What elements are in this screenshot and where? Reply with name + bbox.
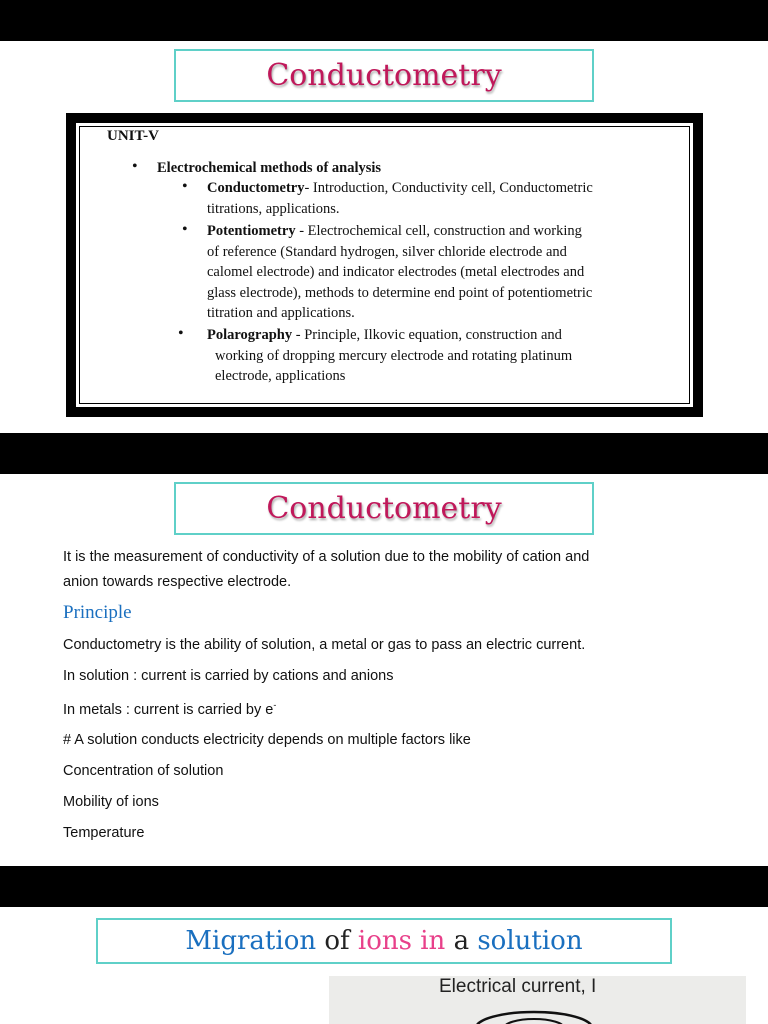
bullet-icon: • [182, 221, 188, 238]
intro-line-2: anion towards respective electrode. [63, 574, 292, 590]
bullet-icon: • [132, 158, 138, 175]
principle-line-2: In solution : current is carried by cations and anions [63, 668, 394, 684]
syllabus-heading: Electrochemical methods of analysis [157, 160, 382, 176]
principle-line-3 [63, 700, 276, 718]
item-line: titrations, applications. [207, 200, 340, 217]
item-line: working of dropping mercury electrode and rotating platinum [215, 347, 573, 364]
unit-heading: UNIT-V [107, 128, 159, 144]
bullet-icon: • [178, 325, 184, 342]
item-line: - Electrochemical cell, construction and working [295, 223, 582, 239]
item-line: calomel electrode) and indicator electrodes (metal electrodes and [207, 264, 585, 280]
electron-superscript: - [273, 700, 277, 710]
slide-separator-top [0, 0, 768, 41]
slide3-title [185, 926, 582, 956]
item-line: electrode, applications [215, 368, 346, 384]
item-bold-label: Potentiometry [207, 223, 296, 239]
intro-line-1: It is the measurement of conductivity of a solution due to the mobility of cation and [63, 549, 590, 565]
item-line: - Principle, Ilkovic equation, construction and [292, 327, 562, 343]
title-part: a [445, 926, 478, 956]
item-bold-label: Polarography [207, 327, 293, 343]
principle-line-3-text: In metals : current is carried by e [63, 701, 274, 718]
principle-heading: Principle [63, 602, 132, 623]
slide-separator-2 [0, 866, 768, 907]
title-part: Migration [185, 926, 317, 956]
electrical-current-label: Electrical current, I [439, 976, 597, 997]
item-line: titration and applications. [207, 305, 355, 321]
slide3-title-box [96, 918, 672, 964]
title-part: ions in [357, 926, 446, 956]
electrode-arc-icon [329, 976, 746, 1024]
syllabus-item-polarography [207, 325, 677, 387]
principle-line-4: # A solution conducts electricity depends on multiple factors like [63, 732, 471, 748]
item-line: glass electrode), methods to determine end point of potentiometric [207, 284, 593, 301]
principle-line-1: Conductometry is the ability of solution, a metal or gas to pass an electric current. [63, 637, 586, 653]
factor-concentration: Concentration of solution [63, 763, 224, 779]
factor-mobility: Mobility of ions [63, 794, 159, 810]
item-line: of reference (Standard hydrogen, silver chloride electrode and [207, 243, 567, 260]
factor-temperature: Temperature [63, 825, 145, 841]
title-part: of [316, 926, 358, 956]
slide1-title: Conductometry [266, 58, 502, 93]
syllabus-item-potentiometry [207, 221, 677, 324]
slide1-title-box [174, 49, 594, 102]
bullet-icon: • [182, 178, 188, 195]
slide2-title: Conductometry [266, 491, 502, 526]
item-line: - Introduction, Conductivity cell, Conductometric [304, 180, 593, 196]
slide-separator-1 [0, 433, 768, 474]
item-bold-label: Conductometry [207, 180, 305, 196]
syllabus-item-conductometry [207, 178, 667, 219]
migration-diagram-image [329, 976, 746, 1024]
title-part: solution [477, 926, 583, 956]
slide2-title-box [174, 482, 594, 535]
